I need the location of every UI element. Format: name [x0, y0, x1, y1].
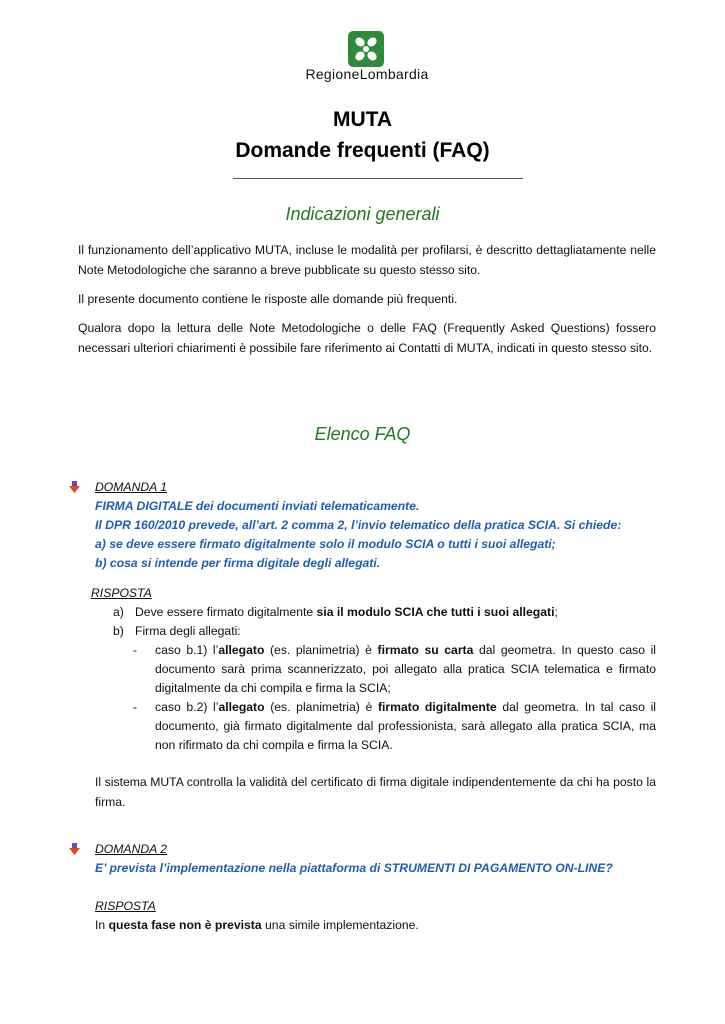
case-b1-line: caso b.1) l’allegato (es. planimetria) è firmato su carta dal geometra. In questo caso il	[155, 643, 657, 657]
dash-marker: -	[133, 643, 138, 657]
answer-2-text: In questa fase non è prevista una simile implementazione.	[95, 918, 419, 932]
logo-text: RegioneLombardia	[305, 66, 429, 82]
bullet-arrow-icon	[69, 843, 80, 856]
faq-heading: Elenco FAQ	[314, 424, 411, 444]
answer-1-item-a: Deve essere firmato digitalmente sia il modulo SCIA che tutti i suoi allegati;	[135, 605, 558, 619]
question-1-line: a) se deve essere firmato digitalmente solo il modulo SCIA o tutti i suoi allegati;	[95, 537, 556, 551]
regione-lombardia-logo-icon	[348, 31, 384, 67]
question-1-line: Il DPR 160/2010 prevede, all’art. 2 comma 2, l’invio telematico della pratica SCIA. Si chiede:	[95, 518, 622, 532]
case-b2-line: caso b.2) l’allegato (es. planimetria) è firmato digitalmente dal geometra. In tal caso il	[155, 700, 656, 714]
question-1-line: b) cosa si intende per firma digitale degli allegati.	[95, 556, 381, 570]
question-1-label: DOMANDA 1	[95, 480, 168, 494]
general-paragraph-1: Il funzionamento dell’applicativo MUTA, incluse le modalità per profilarsi, è descritto dettagliatamente nelle Note Metodologiche che saranno a breve pubblicate su questo stesso sito.	[78, 243, 656, 277]
question-2-label: DOMANDA 2	[95, 842, 168, 856]
question-1-line: FIRMA DIGITALE dei documenti inviati telematicamente.	[95, 499, 420, 513]
title-divider	[233, 178, 523, 179]
case-b2-line: documento, già firmato digitalmente dal professionista, sarà allegato alla pratica SCIA, ma	[155, 719, 656, 733]
question-2-line: E’ prevista l’implementazione nella piattaforma di STRUMENTI DI PAGAMENTO ON-LINE?	[95, 861, 613, 875]
answer-1-note: Il sistema MUTA controlla la validità del certificato di firma digitale indipendentemente da chi ha posto la firma.	[95, 775, 656, 809]
answer-marker-a: a)	[113, 605, 124, 619]
case-b2-line: non rifirmato da chi compila e firma la SCIA.	[155, 738, 393, 752]
document-subtitle: Domande frequenti (FAQ)	[235, 139, 490, 162]
case-b1-line: documento sarà prima scannerizzato, poi allegato alla pratica SCIA telematica e firmato	[155, 662, 656, 676]
general-paragraph-2: Il presente documento contiene le risposte alle domande più frequenti.	[78, 292, 458, 306]
answer-1-label: RISPOSTA	[91, 586, 152, 600]
bullet-arrow-icon	[69, 481, 80, 494]
dash-marker: -	[133, 700, 138, 714]
case-b1-line: digitalmente da chi compila e firma la SCIA;	[155, 681, 391, 695]
answer-2-label: RISPOSTA	[95, 899, 156, 913]
general-paragraph-3: Qualora dopo la lettura delle Note Metodologiche o delle FAQ (Frequently Asked Questions) fossero necessari ulteriori chiarimenti è possibile fare riferimento ai Contatti di MUTA, indicati in questo stesso sito.	[78, 321, 656, 355]
general-heading: Indicazioni generali	[285, 204, 440, 224]
answer-1-item-b: Firma degli allegati:	[135, 624, 241, 638]
answer-marker-b: b)	[113, 624, 124, 638]
document-title: MUTA	[332, 108, 393, 131]
